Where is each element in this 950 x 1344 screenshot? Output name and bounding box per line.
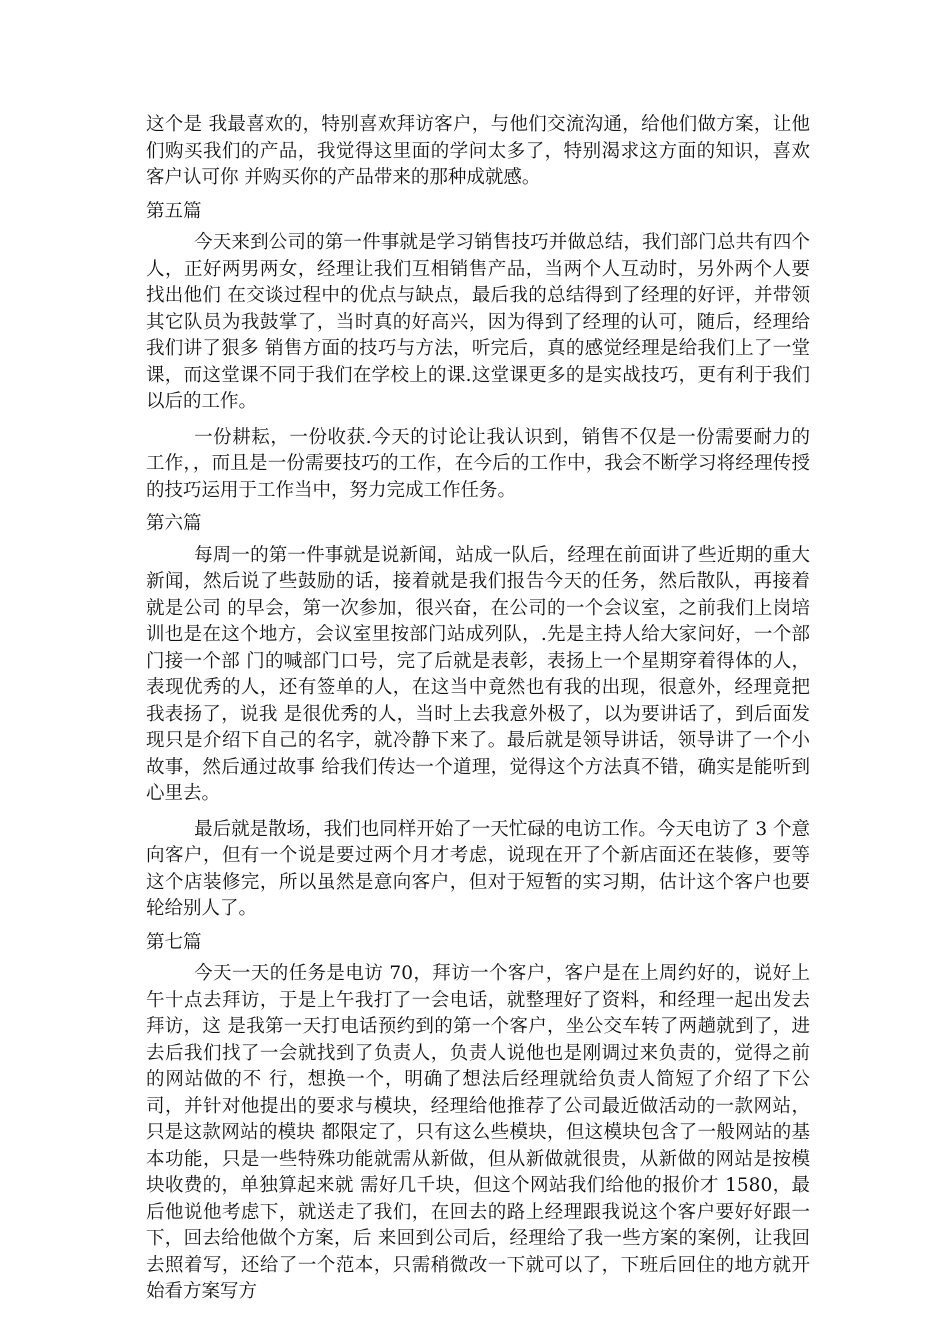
section-heading-6: 第六篇 xyxy=(146,513,202,534)
intro-paragraph: 这个是 我最喜欢的，特别喜欢拜访客户，与他们交流沟通，给他们做方案，让他们购买我们的产品，我觉得这里面的学问太多了，特别渴求这方面的知识，喜欢客户认可你 并购买你的产品带来的那种成就感。 xyxy=(146,114,810,188)
section-7-paragraph-1: 今天一天的任务是电访 70，拜访一个客户，客户是在上周约好的，说好上午十点去拜访，于是上午我打了一会电话，就整理好了资料，和经理一起出发去拜访，这 是我第一天打电话预约到的第一个客户，坐公交车转了两趟就到了，进去后我们找了一会就找到了负责人，负责人说他也是刚调过来负责的，觉得之前的网站做的不 行，想换一个，明确了想法后经理就给负责人简短了介绍了下公司，并针对他提出的要求与模块，经理给他推荐了公司最近做活动的一款网站，只是这款网站的模块 都限定了，只有这么些模块，但这模块包含了一般网站的基本功能，只是一些特殊功能就需从新做，但从新做就很贵，从新做的网站是按模块收费的，单独算起来就 需好几千块，但这个网站我们给他的报价才 1580，最后他说他考虑下，就送走了我们，在回去的路上经理跟我说这个客户要好好跟一下，回去给他做个方案，后 来回到公司后，经理给了我一些方案的案例，让我回去照着写，还给了一个范本，只需稍微改一下就可以了，下班后回住的地方就开始看方案写方 xyxy=(146,963,810,1302)
section-6-paragraph-1: 每周一的第一件事就是说新闻，站成一队后，经理在前面讲了些近期的重大新闻，然后说了些鼓励的话，接着就是我们报告今天的任务，然后散队，再接着就是公司 的早会，第一次参加，很兴奋，在公司的一个会议室，之前我们上岗培训也是在这个地方，会议室里按部门站成列队，.先是主持人给大家问好，一个部门接一个部 门的喊部门口号，完了后就是表彰，表扬上一个星期穿着得体的人，表现优秀的人，还有签单的人，在这当中竟然也有我的出现，很意外，经理竟把我表扬了，说我 是很优秀的人，当时上去我意外极了，以为要讲话了，到后面发现只是介绍下自己的名字，就冷静下来了。最后就是领导讲话，领导讲了一个小故事，然后通过故事 给我们传达一个道理，觉得这个方法真不错，确实是能听到心里去。 xyxy=(146,544,810,804)
section-5-paragraph-1: 今天来到公司的第一件事就是学习销售技巧并做总结，我们部门总共有四个人，正好两男两女，经理让我们互相销售产品，当两个人互动时，另外两个人要找出他们 在交谈过程中的优点与缺点，最后我的总结得到了经理的好评，并带领其它队员为我鼓掌了，当时真的好高兴，因为得到了经理的认可，随后，经理给我们讲了狠多 销售方面的技巧与方法，听完后，真的感觉经理是给我们上了一堂课，而这堂课不同于我们在学校上的课.这堂课更多的是实战技巧，更有利于我们以后的工作。 xyxy=(146,232,810,412)
section-heading-5: 第五篇 xyxy=(146,200,202,222)
section-6-paragraph-2: 最后就是散场，我们也同样开始了一天忙碌的电访工作。今天电访了 3 个意向客户，但有一个说是要过两个月才考虑，说现在开了个新店面还在装修，要等这个店装修完，所以虽然是意向客户，但对于短暂的实习期，估计这个客户也要轮给别人了。 xyxy=(146,818,810,919)
section-heading-7: 第七篇 xyxy=(146,931,202,953)
document-page xyxy=(146,112,810,1306)
section-5-paragraph-2: 一份耕耘，一份收获.今天的讨论让我认识到，销售不仅是一份需要耐力的工作，，而且是一份需要技巧的工作，在今后的工作中，我会不断学习将经理传授的技巧运用于工作当中，努力完成工作任务。 xyxy=(146,426,810,501)
